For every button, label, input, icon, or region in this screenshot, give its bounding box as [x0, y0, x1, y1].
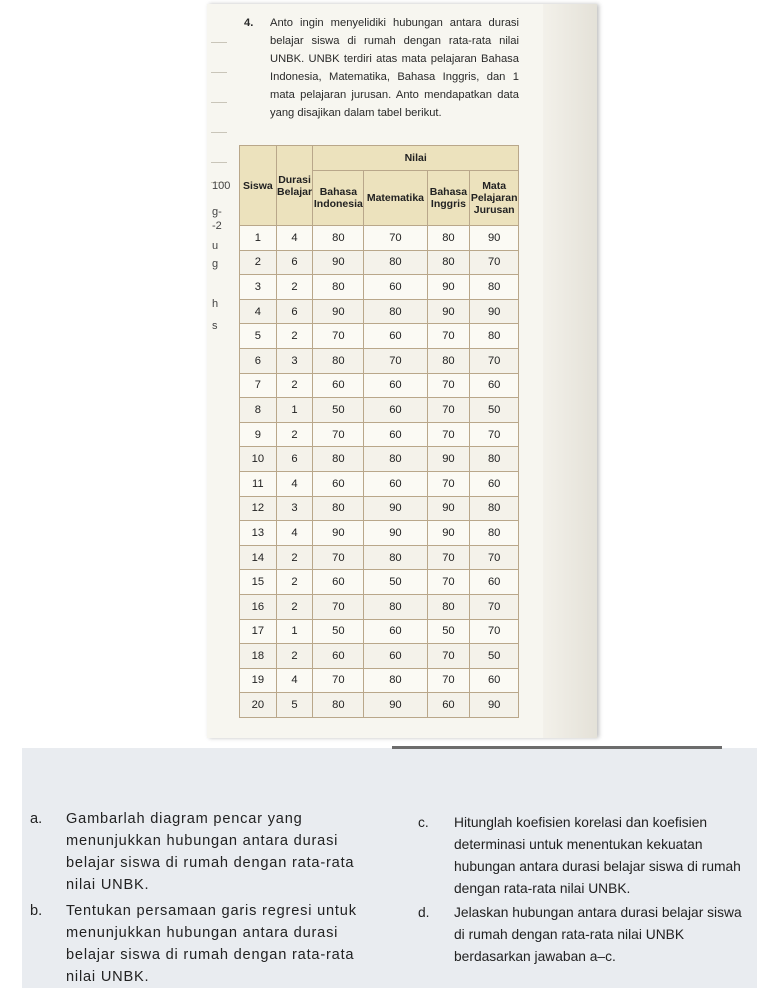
question-a	[30, 808, 370, 896]
cell-siswa: 16	[240, 594, 277, 619]
margin-rules	[207, 4, 237, 738]
cell-durasi: 2	[276, 644, 313, 669]
question-label: a.	[30, 811, 43, 827]
cell-bahasa-indonesia: 80	[313, 226, 364, 251]
table-row	[240, 496, 519, 521]
cell-matematika: 60	[364, 324, 427, 349]
table-row	[240, 373, 519, 398]
cell-matematika: 60	[364, 275, 427, 300]
cell-siswa: 12	[240, 496, 277, 521]
cell-siswa: 15	[240, 570, 277, 595]
cell-matematika: 80	[364, 545, 427, 570]
cell-jurusan: 80	[470, 496, 519, 521]
cell-bahasa-indonesia: 80	[313, 275, 364, 300]
question-text: Gambarlah diagram pencar yang menunjukkan hubungan antara durasi belajar siswa di rumah dengan rata-rata nilai UNBK.	[66, 811, 355, 893]
side-mark: g-	[212, 206, 222, 218]
cell-jurusan: 70	[470, 619, 519, 644]
cell-jurusan: 60	[470, 570, 519, 595]
cell-matematika: 80	[364, 594, 427, 619]
question-text: Hitunglah koefisien korelasi dan koefisien determinasi untuk menentukan kekuatan hubungan antara durasi belajar siswa di rumah dengan rata-rata nilai UNBK.	[454, 815, 741, 896]
problem-statement	[244, 14, 519, 122]
side-mark: 100	[212, 180, 231, 192]
cell-matematika: 80	[364, 299, 427, 324]
cell-durasi: 6	[276, 250, 313, 275]
table-row	[240, 594, 519, 619]
cell-jurusan: 90	[470, 226, 519, 251]
cell-durasi: 3	[276, 496, 313, 521]
cell-bahasa-inggris: 90	[427, 447, 470, 472]
cell-bahasa-inggris: 70	[427, 471, 470, 496]
header-bahasa-inggris: Bahasa Inggris	[427, 171, 470, 226]
data-table	[239, 145, 519, 718]
table-row	[240, 398, 519, 423]
cell-jurusan: 80	[470, 275, 519, 300]
cell-matematika: 50	[364, 570, 427, 595]
table-row	[240, 422, 519, 447]
cell-siswa: 4	[240, 299, 277, 324]
cell-siswa: 17	[240, 619, 277, 644]
header-siswa: Siswa	[240, 146, 277, 226]
cell-bahasa-inggris: 90	[427, 496, 470, 521]
cell-durasi: 4	[276, 226, 313, 251]
cell-siswa: 6	[240, 348, 277, 373]
cell-jurusan: 50	[470, 644, 519, 669]
cell-jurusan: 80	[470, 324, 519, 349]
cell-siswa: 10	[240, 447, 277, 472]
cell-siswa: 5	[240, 324, 277, 349]
side-mark: -2	[212, 220, 222, 232]
cell-matematika: 70	[364, 348, 427, 373]
cell-matematika: 60	[364, 373, 427, 398]
cell-jurusan: 70	[470, 594, 519, 619]
table-row	[240, 275, 519, 300]
question-c	[418, 812, 743, 900]
table-row	[240, 693, 519, 718]
table-row	[240, 521, 519, 546]
cell-bahasa-indonesia: 50	[313, 619, 364, 644]
cell-durasi: 4	[276, 521, 313, 546]
cell-matematika: 60	[364, 644, 427, 669]
side-mark: s	[212, 320, 218, 332]
cell-matematika: 80	[364, 250, 427, 275]
cell-matematika: 90	[364, 693, 427, 718]
cell-durasi: 2	[276, 594, 313, 619]
cell-siswa: 8	[240, 398, 277, 423]
cell-siswa: 2	[240, 250, 277, 275]
cell-bahasa-inggris: 60	[427, 693, 470, 718]
cell-bahasa-indonesia: 80	[313, 348, 364, 373]
cell-jurusan: 60	[470, 373, 519, 398]
cell-bahasa-inggris: 70	[427, 570, 470, 595]
cell-bahasa-inggris: 90	[427, 299, 470, 324]
cell-jurusan: 90	[470, 299, 519, 324]
table-row	[240, 471, 519, 496]
cell-matematika: 70	[364, 226, 427, 251]
page-edge-shadow	[543, 4, 597, 738]
cell-bahasa-indonesia: 90	[313, 299, 364, 324]
cell-jurusan: 90	[470, 693, 519, 718]
cell-bahasa-inggris: 70	[427, 373, 470, 398]
cell-matematika: 80	[364, 668, 427, 693]
cell-durasi: 4	[276, 471, 313, 496]
cell-durasi: 2	[276, 373, 313, 398]
question-label: b.	[30, 903, 43, 919]
side-mark: h	[212, 298, 219, 310]
table-row	[240, 299, 519, 324]
cell-durasi: 3	[276, 348, 313, 373]
table-row	[240, 324, 519, 349]
cell-siswa: 11	[240, 471, 277, 496]
question-d	[418, 902, 743, 968]
cell-durasi: 4	[276, 668, 313, 693]
table-body	[240, 226, 519, 718]
cell-bahasa-inggris: 80	[427, 226, 470, 251]
cell-durasi: 1	[276, 398, 313, 423]
cell-bahasa-inggris: 90	[427, 275, 470, 300]
cell-siswa: 9	[240, 422, 277, 447]
cell-siswa: 14	[240, 545, 277, 570]
cell-bahasa-indonesia: 50	[313, 398, 364, 423]
cell-bahasa-indonesia: 60	[313, 471, 364, 496]
cell-durasi: 1	[276, 619, 313, 644]
question-label: d.	[418, 905, 430, 920]
cell-bahasa-inggris: 70	[427, 324, 470, 349]
cell-bahasa-inggris: 80	[427, 348, 470, 373]
cell-bahasa-indonesia: 60	[313, 570, 364, 595]
cell-durasi: 2	[276, 324, 313, 349]
table-row	[240, 447, 519, 472]
cell-bahasa-indonesia: 70	[313, 594, 364, 619]
table-row	[240, 668, 519, 693]
cell-durasi: 2	[276, 422, 313, 447]
cell-bahasa-inggris: 50	[427, 619, 470, 644]
table-row	[240, 348, 519, 373]
cell-bahasa-indonesia: 70	[313, 545, 364, 570]
cell-bahasa-indonesia: 60	[313, 644, 364, 669]
question-text: Tentukan persamaan garis regresi untuk menunjukkan hubungan antara durasi belajar siswa di rumah dengan rata-rata nilai UNBK.	[66, 903, 357, 985]
table-row	[240, 545, 519, 570]
cell-matematika: 60	[364, 422, 427, 447]
cell-matematika: 60	[364, 398, 427, 423]
cell-bahasa-indonesia: 80	[313, 447, 364, 472]
cell-jurusan: 70	[470, 348, 519, 373]
cell-jurusan: 50	[470, 398, 519, 423]
cell-matematika: 90	[364, 521, 427, 546]
problem-number: 4.	[244, 17, 254, 29]
cell-siswa: 7	[240, 373, 277, 398]
cell-jurusan: 70	[470, 545, 519, 570]
cell-bahasa-indonesia: 60	[313, 373, 364, 398]
table-row	[240, 250, 519, 275]
cell-bahasa-inggris: 70	[427, 668, 470, 693]
side-mark: g	[212, 258, 219, 270]
cell-bahasa-inggris: 70	[427, 545, 470, 570]
header-mata-pelajaran-jurusan: Mata Pelajaran Jurusan	[470, 171, 519, 226]
header-matematika: Matematika	[364, 171, 427, 226]
cell-siswa: 20	[240, 693, 277, 718]
cell-siswa: 1	[240, 226, 277, 251]
cell-durasi: 2	[276, 570, 313, 595]
table-row	[240, 644, 519, 669]
cell-bahasa-inggris: 80	[427, 250, 470, 275]
cell-matematika: 80	[364, 447, 427, 472]
cell-bahasa-inggris: 80	[427, 594, 470, 619]
question-text: Jelaskan hubungan antara durasi belajar siswa di rumah dengan rata-rata nilai UNBK berdasarkan jawaban a–c.	[454, 905, 742, 964]
cell-bahasa-indonesia: 70	[313, 668, 364, 693]
cell-durasi: 2	[276, 545, 313, 570]
header-bahasa-indonesia: Bahasa Indonesia	[313, 171, 364, 226]
cell-durasi: 2	[276, 275, 313, 300]
cell-durasi: 6	[276, 299, 313, 324]
page-divider	[392, 746, 722, 749]
cell-siswa: 13	[240, 521, 277, 546]
question-b	[30, 900, 370, 988]
cell-bahasa-indonesia: 80	[313, 496, 364, 521]
table-row	[240, 226, 519, 251]
side-mark: u	[212, 240, 219, 252]
header-nilai: Nilai	[313, 146, 519, 171]
header-durasi-belajar: Durasi Belajar	[276, 146, 313, 226]
cell-jurusan: 80	[470, 447, 519, 472]
question-label: c.	[418, 815, 429, 830]
cell-jurusan: 70	[470, 250, 519, 275]
cell-bahasa-indonesia: 80	[313, 693, 364, 718]
cell-matematika: 90	[364, 496, 427, 521]
cell-bahasa-inggris: 70	[427, 398, 470, 423]
problem-text: Anto ingin menyelidiki hubungan antara durasi belajar siswa di rumah dengan rata-rata nilai UNBK. UNBK terdiri atas mata pelajaran Bahasa Indonesia, Matematika, Bahasa Inggris, dan 1 mata pelajaran jurusan. Anto mendapatkan data yang disajikan dalam tabel berikut.	[270, 17, 519, 119]
cell-jurusan: 60	[470, 471, 519, 496]
cell-durasi: 5	[276, 693, 313, 718]
cell-bahasa-inggris: 70	[427, 422, 470, 447]
cell-bahasa-indonesia: 70	[313, 422, 364, 447]
cell-bahasa-inggris: 90	[427, 521, 470, 546]
table-row	[240, 570, 519, 595]
cell-siswa: 18	[240, 644, 277, 669]
cell-bahasa-indonesia: 90	[313, 521, 364, 546]
cell-bahasa-inggris: 70	[427, 644, 470, 669]
cell-jurusan: 70	[470, 422, 519, 447]
cell-bahasa-indonesia: 70	[313, 324, 364, 349]
cell-matematika: 60	[364, 619, 427, 644]
table-row	[240, 619, 519, 644]
cell-siswa: 19	[240, 668, 277, 693]
cell-jurusan: 80	[470, 521, 519, 546]
cell-bahasa-indonesia: 90	[313, 250, 364, 275]
cell-matematika: 60	[364, 471, 427, 496]
cell-durasi: 6	[276, 447, 313, 472]
cell-siswa: 3	[240, 275, 277, 300]
cell-jurusan: 60	[470, 668, 519, 693]
